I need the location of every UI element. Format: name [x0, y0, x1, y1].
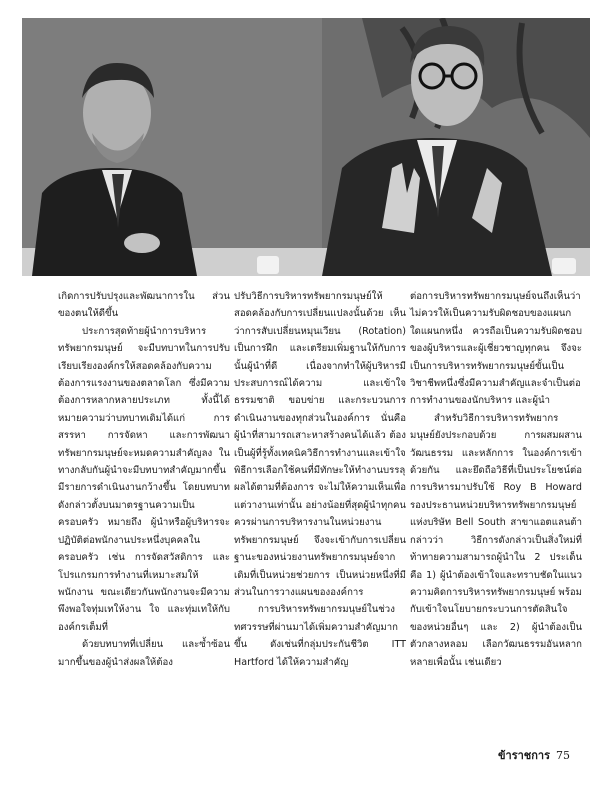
paragraph: ต่อการบริหารทรัพยากรมนุษย์จนถึงเห็นว่าไม่ควรให้เป็นความรับผิดชอบของแผนกใดแผนกหนึ่ง ควรถือเป็นความรับผิดชอบของผู้บริหารและผู้เชี่ยวชาญทุกคน จึงจะเป็นการบริหารทรัพยากรมนุษย์ขั้นเป็นวิชาชีพหนึ่งซึ่งมีความสำคัญและจำเป็นต่อการทำงานของนักบริหาร และผู้นำ	[410, 291, 582, 407]
folio-section: ข้าราชการ	[498, 749, 550, 762]
page-number: 75	[556, 749, 570, 762]
paragraph: การบริหารทรัพยากรมนุษย์ในช่วงทศวรรษที่ผ่านมาได้เพิ่มความสำคัญมากขึ้น ดังเช่นที่กลุ่มประกันชีวิต ITT Hartford ได้ให้ความสำคัญ	[234, 604, 406, 668]
text-column-1	[58, 288, 230, 671]
paragraph: เกิดการปรับปรุงและพัฒนาการใน ส่วนของตนให้ดีขึ้น	[58, 291, 230, 320]
paragraph: สำหรับวิธีการบริหารทรัพยากรมนุษย์ยังประกอบด้วย การผสมผสานวัฒนธรรม และหลักการ ในองค์การเข้าด้วยกัน และยึดถือวิธีที่เป็นประโยชน์ต่อการบริหารมาปรับใช้ Roy B Howard รองประธานหน่วยบริหารทรัพยากรมนุษย์แห่งบริษัท Bell South สาขาแอตแลนต้า กล่าวว่า วิธีการดังกล่าวเป็นสิ่งใหม่ที่ท้าทายความสามารถผู้นำใน 2 ประเด็นคือ 1) ผู้นำต้องเข้าใจและทราบชัดในแนวความคิดการบริหารทรัพยากรมนุษย์ พร้อมกับเข้าใจนโยบายกระบวนการตัดสินใจของหน่วยอื่นๆ และ 2) ผู้นำต้องเป็นตัวกลางหลอม เลือกวัฒนธรรมอันหลากหลายเพื่อนั้น เช่นเดียว	[410, 412, 582, 668]
text-column-3	[410, 288, 582, 671]
paragraph: ปรับวิธีการบริหารทรัพยากรมนุษย์ให้สอดคล้องกับการเปลี่ยนแปลงนั้นด้วย เห็นว่าการสับเปลี่ยนหมุนเวียน (Rotation) เป็นการฝึก และเตรียมเพิ่มฐานให้กับการนั้นผู้นำที่ดี เนื่องจากทำให้ผู้บริหารมีประสบการณ์ได้ความ และเข้าใจธรรมชาติ ขอบข่าย และกระบวนการดำเนินงานของทุกส่วนในองค์การ นั่นคือ ผู้นำที่สามารถเสาะหาสร้างคนได้แล้ว ต้องเป็นผู้ที่รู้ทั้งเทคนิควิธีการทำงานและเข้าใจพิธีการเลือกใช้คนที่มีทักษะให้ทำงานบรรลุผลได้ตามที่ต้องการ จะไม่ให้ความเห็นเพื่อแต่วางานเท่านั้น อย่างน้อยที่สุดผู้นำทุกคนควรผ่านการบริหารงานในหน่วยงานทรัพยากรมนุษย์ จึงจะเข้ากับการเปลี่ยนฐานะของหน่วยงานทรัพยากรมนุษย์จากเดิมที่เป็นหน่วยช่วยการ เป็นหน่วยหนึ่งที่มีส่วนในการวางแผนขององค์การ	[234, 291, 406, 598]
page-folio	[498, 746, 570, 764]
photo-two-men-at-panel	[22, 18, 590, 276]
paragraph: ด้วยบทบาทที่เปลี่ยน และซ้ำซ้อนมากขึ้นของผู้นำส่งผลให้ต้อง	[58, 639, 230, 668]
paragraph: ประการสุดท้ายผู้นำการบริหารทรัพยากรมนุษย์ จะมีบทบาทในการปรับเรียบเรียงองค์กรให้สอดคล้องกับความต้องการแรงงานของตลาดโลก ซึ่งมีความต้องการหลากหลายประเภท ทั้งนี้ได้หมายความว่าบทบาทเดิมได้แก่ การสรรหา การจัดหา และการพัฒนาทรัพยากรมนุษย์จะหมดความสำคัญลง ในทางกลับกันผู้นำจะมีบทบาทสำคัญมากขึ้น มีรายการดำเนินงานกว้างขึ้น โดยบทบาทดังกล่าวตั้งบนมาตรฐานความเป็นครอบครัว หมายถึง ผู้นำหรือผู้บริหารจะปฏิบัติต่อพนักงานประหนึ่งบุคคลในครอบครัว เช่น การจัดสวัสดิการ และโปรแกรมการทำงานที่เหมาะสมให้พนักงาน ขณะเดียวกันพนักงานจะมีความพึงพอใจทุ่มเทให้งาน ใจ และทุ่มเทให้กับองค์กรเต็มที่	[58, 325, 230, 633]
photo-illustration	[22, 18, 590, 276]
text-column-2	[234, 288, 406, 671]
